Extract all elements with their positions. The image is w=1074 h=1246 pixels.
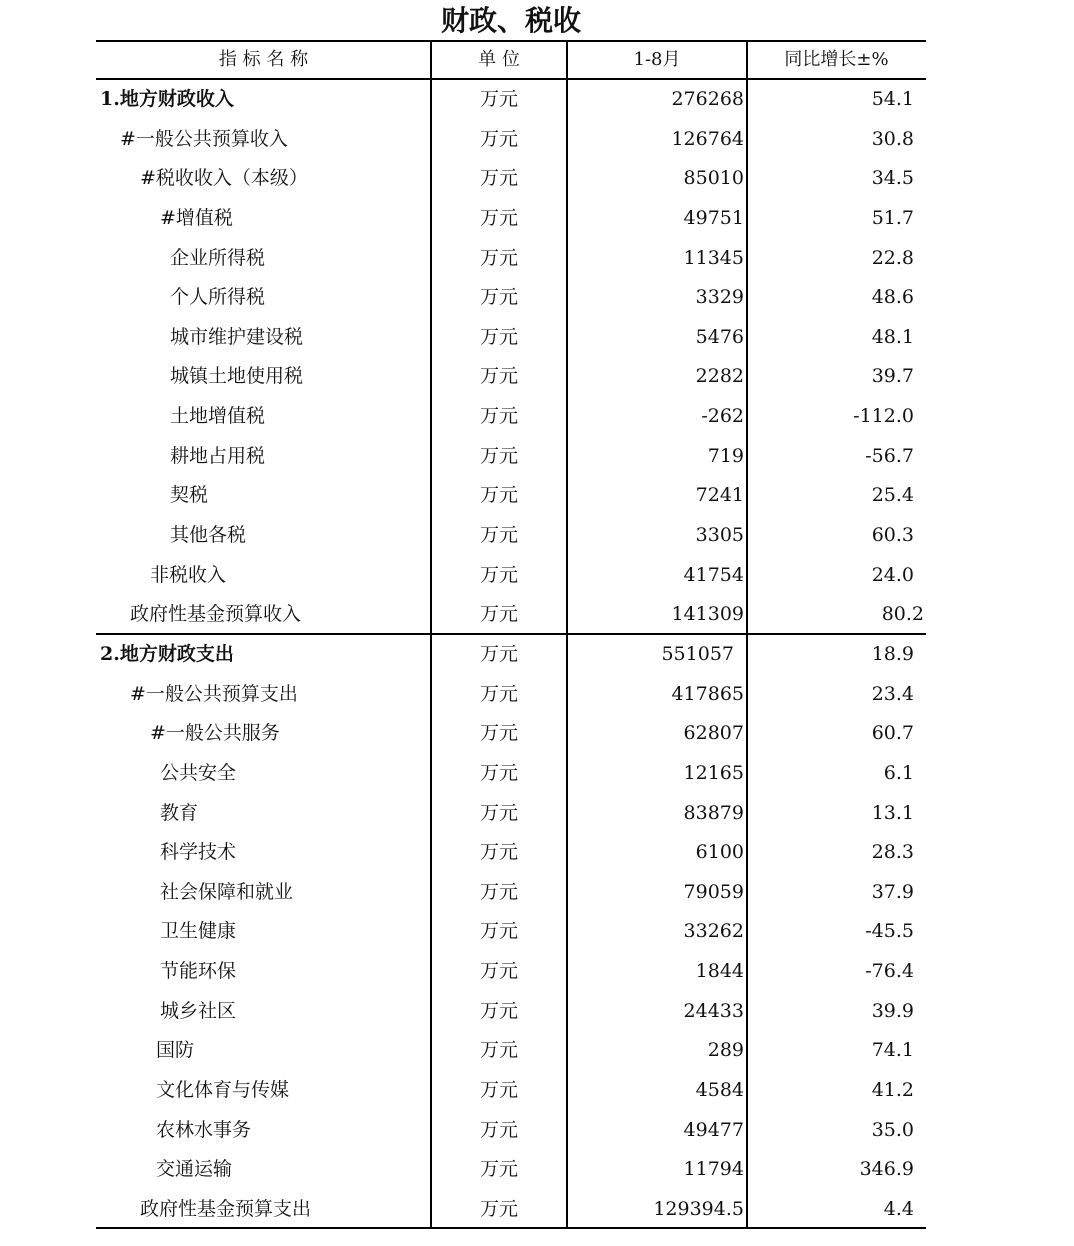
- table-row: [96, 1111, 926, 1151]
- table-header: [96, 40, 926, 80]
- growth-cell: -76.4: [865, 960, 914, 983]
- table-row: [96, 357, 926, 397]
- value-cell: 49751: [683, 206, 744, 229]
- header-growth: 同比增长±%: [784, 49, 889, 70]
- table-row: [96, 1190, 926, 1230]
- indicator-name: #一般公共服务: [150, 722, 280, 745]
- unit-cell: 万元: [479, 286, 518, 309]
- column-divider: [746, 40, 748, 1229]
- value-cell: 3329: [695, 286, 744, 309]
- growth-cell: 60.3: [871, 524, 914, 547]
- value-cell: 49477: [683, 1118, 744, 1141]
- table-row: [96, 476, 926, 516]
- growth-cell: -45.5: [865, 920, 914, 943]
- table-row: [96, 120, 926, 160]
- indicator-name: 文化体育与传媒: [156, 1079, 290, 1102]
- table-row: [96, 873, 926, 913]
- growth-cell: -112.0: [853, 405, 914, 428]
- growth-cell: 37.9: [871, 880, 914, 903]
- growth-cell: 48.6: [871, 286, 914, 309]
- indicator-name: 其他各税: [170, 524, 247, 547]
- column-divider: [430, 40, 432, 1229]
- indicator-name: 交通运输: [156, 1158, 233, 1181]
- table-row: [96, 1150, 926, 1190]
- unit-cell: 万元: [479, 484, 518, 507]
- unit-cell: 万元: [479, 524, 518, 547]
- growth-cell: 48.1: [871, 325, 914, 348]
- growth-cell: 28.3: [871, 841, 914, 864]
- value-cell: -262: [701, 405, 744, 428]
- unit-cell: 万元: [479, 920, 518, 943]
- table-row: [96, 635, 926, 675]
- growth-cell: 13.1: [871, 801, 914, 824]
- table-row: [96, 675, 926, 715]
- value-cell: 24433: [683, 999, 744, 1022]
- table-row: [96, 278, 926, 318]
- value-cell: 141309: [671, 603, 744, 626]
- unit-cell: 万元: [479, 246, 518, 269]
- table-row: [96, 754, 926, 794]
- section-divider: [96, 633, 926, 635]
- value-cell: 12165: [683, 761, 744, 784]
- unit-cell: 万元: [479, 563, 518, 586]
- indicator-name: 城市维护建设税: [170, 325, 304, 348]
- indicator-name: 农林水事务: [156, 1118, 252, 1141]
- value-cell: 126764: [671, 127, 744, 150]
- growth-cell: 24.0: [871, 563, 914, 586]
- indicator-name: 耕地占用税: [170, 444, 266, 467]
- unit-cell: 万元: [479, 88, 518, 110]
- table-row: [96, 833, 926, 873]
- value-cell: 5476: [695, 325, 744, 348]
- growth-cell: 18.9: [871, 642, 914, 665]
- table-row: [96, 318, 926, 358]
- unit-cell: 万元: [479, 206, 518, 229]
- unit-cell: 万元: [479, 999, 518, 1022]
- unit-cell: 万元: [479, 603, 518, 626]
- page-title: 财政、税收: [440, 4, 581, 37]
- indicator-name: 政府性基金预算收入: [130, 603, 302, 626]
- table-row: [96, 159, 926, 199]
- indicator-name: #一般公共预算收入: [120, 127, 288, 150]
- indicator-name: 国防: [156, 1039, 195, 1062]
- growth-cell: 25.4: [871, 484, 914, 507]
- growth-cell: 6.1: [883, 761, 914, 784]
- table-row: [96, 516, 926, 556]
- table-row: [96, 794, 926, 834]
- unit-cell: 万元: [479, 1039, 518, 1062]
- table-row: [96, 239, 926, 279]
- growth-cell: 80.2: [881, 603, 924, 626]
- value-cell: 4584: [695, 1079, 744, 1102]
- value-cell: 417865: [671, 682, 744, 705]
- growth-cell: 30.8: [871, 127, 914, 150]
- indicator-name: 政府性基金预算支出: [140, 1197, 312, 1220]
- growth-cell: 74.1: [871, 1039, 914, 1062]
- value-cell: 41754: [683, 563, 744, 586]
- growth-cell: 35.0: [871, 1118, 914, 1141]
- table-body: [96, 80, 926, 1230]
- value-cell: 85010: [683, 167, 744, 190]
- value-cell: 719: [707, 444, 744, 467]
- unit-cell: 万元: [479, 761, 518, 784]
- indicator-name: 契税: [170, 484, 209, 507]
- table-row: [96, 992, 926, 1032]
- growth-cell: 41.2: [871, 1079, 914, 1102]
- value-cell: 11794: [683, 1158, 744, 1181]
- value-cell: 7241: [695, 484, 744, 507]
- unit-cell: 万元: [479, 841, 518, 864]
- value-cell: 2282: [695, 365, 744, 388]
- indicator-name: 公共安全: [160, 761, 237, 784]
- growth-cell: -56.7: [865, 444, 914, 467]
- unit-cell: 万元: [479, 722, 518, 745]
- growth-cell: 346.9: [859, 1158, 914, 1181]
- table-row: [96, 595, 926, 635]
- value-cell: 62807: [683, 722, 744, 745]
- unit-cell: 万元: [479, 167, 518, 190]
- column-divider: [566, 40, 568, 1229]
- table-row: [96, 199, 926, 239]
- growth-cell: 54.1: [871, 88, 914, 110]
- value-cell: 289: [707, 1039, 744, 1062]
- indicator-name: 教育: [160, 801, 199, 824]
- growth-cell: 51.7: [871, 206, 914, 229]
- unit-cell: 万元: [479, 642, 518, 665]
- value-cell: 11345: [683, 246, 744, 269]
- growth-cell: 60.7: [871, 722, 914, 745]
- indicator-name: #税收收入（本级）: [140, 167, 308, 190]
- indicator-name: 城乡社区: [160, 999, 237, 1022]
- table-row: [96, 1031, 926, 1071]
- growth-cell: 22.8: [871, 246, 914, 269]
- unit-cell: 万元: [479, 405, 518, 428]
- unit-cell: 万元: [479, 365, 518, 388]
- indicator-name: 非税收入: [150, 563, 227, 586]
- indicator-name: 卫生健康: [160, 920, 237, 943]
- header-unit: 单 位: [478, 49, 520, 70]
- indicator-name: #增值税: [160, 206, 233, 229]
- growth-cell: 4.4: [883, 1197, 914, 1220]
- unit-cell: 万元: [479, 1158, 518, 1181]
- indicator-name: 2.地方财政支出: [100, 642, 234, 665]
- header-indicator-name: 指 标 名 称: [218, 49, 309, 70]
- indicator-name: 土地增值税: [170, 405, 266, 428]
- header-period: 1-8月: [633, 49, 681, 70]
- unit-cell: 万元: [479, 444, 518, 467]
- value-cell: 3305: [695, 524, 744, 547]
- unit-cell: 万元: [479, 880, 518, 903]
- indicator-name: 个人所得税: [170, 286, 266, 309]
- unit-cell: 万元: [479, 1079, 518, 1102]
- growth-cell: 23.4: [871, 682, 914, 705]
- unit-cell: 万元: [479, 1197, 518, 1220]
- value-cell: 33262: [683, 920, 744, 943]
- indicator-name: 节能环保: [160, 960, 237, 983]
- value-cell: 129394.5: [653, 1197, 744, 1220]
- value-cell: 83879: [683, 801, 744, 824]
- unit-cell: 万元: [479, 801, 518, 824]
- table-bottom-rule: [96, 1227, 926, 1229]
- indicator-name: 城镇土地使用税: [170, 365, 304, 388]
- table-row: [96, 714, 926, 754]
- unit-cell: 万元: [479, 682, 518, 705]
- indicator-name: 企业所得税: [170, 246, 266, 269]
- indicator-name: 社会保障和就业: [160, 880, 294, 903]
- indicator-name: 科学技术: [160, 841, 237, 864]
- indicator-name: #一般公共预算支出: [130, 682, 298, 705]
- growth-cell: 39.9: [871, 999, 914, 1022]
- growth-cell: 34.5: [871, 167, 914, 190]
- unit-cell: 万元: [479, 960, 518, 983]
- table-row: [96, 397, 926, 437]
- table-row: [96, 1071, 926, 1111]
- table-row: [96, 952, 926, 992]
- growth-cell: 39.7: [871, 365, 914, 388]
- value-cell: 276268: [671, 88, 744, 110]
- table-row: [96, 80, 926, 120]
- table-row: [96, 556, 926, 596]
- unit-cell: 万元: [479, 127, 518, 150]
- table-row: [96, 912, 926, 952]
- value-cell: 6100: [695, 841, 744, 864]
- unit-cell: 万元: [479, 1118, 518, 1141]
- table-row: [96, 437, 926, 477]
- value-cell: 79059: [683, 880, 744, 903]
- value-cell: 551057: [661, 642, 734, 665]
- indicator-name: 1.地方财政收入: [100, 88, 234, 110]
- value-cell: 1844: [695, 960, 744, 983]
- unit-cell: 万元: [479, 325, 518, 348]
